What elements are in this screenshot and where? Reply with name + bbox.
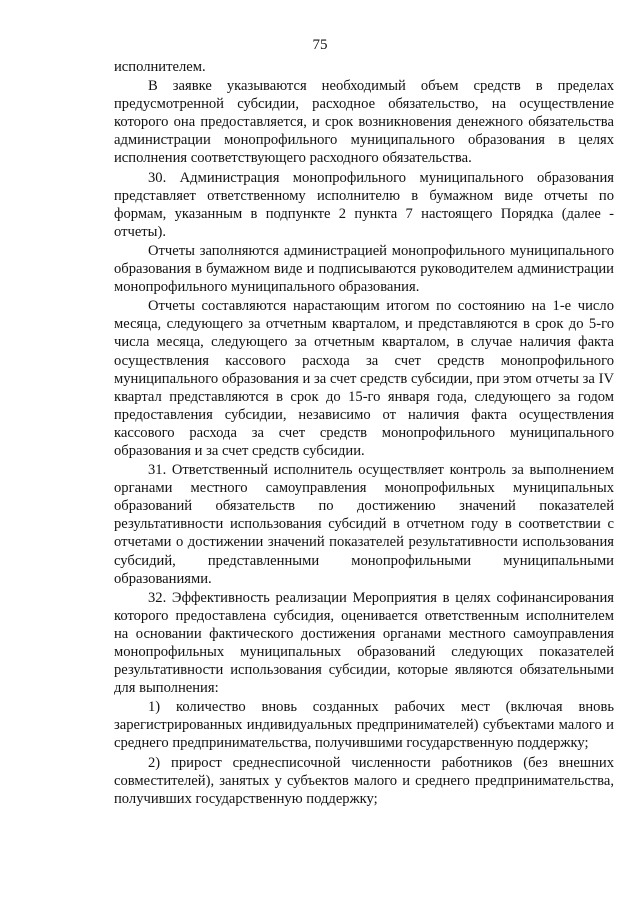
list-item: 2) прирост среднесписочной численности работников (без внешних совместителей), занятых у субъектов малого и среднего предпринимательства, получивших государственную поддержку;: [114, 754, 614, 807]
paragraph: В заявке указываются необходимый объем средств в пределах предусмотренной субсидии, расходное обязательство, на осуществление которого она предоставляется, и срок возникновения денежного обязательства администрации монопрофильного муниципального образования в целях исполнения соответствующего расходного обязательства.: [114, 78, 614, 167]
page-number: 75: [312, 37, 328, 53]
document-body: [114, 58, 614, 808]
paragraph: Отчеты составляются нарастающим итогом по состоянию на 1-е число месяца, следующего за отчетным кварталом, и представляются в срок до 5-го числа месяца, следующего за отчетным кварталом, в случае наличия факта осуществления кассового расхода за счет средств монопрофильного муниципального образования и за счет средств субсидии, при этом отчеты за IV квартал представляются в срок до 15-го января года, следующего за годом предоставления субсидии, независимо от наличия факта осуществления кассового расхода за счет средств монопрофильного муниципального образования и за счет средств субсидии.: [114, 298, 614, 459]
paragraph: 30. Администрация монопрофильного муниципального образования представляет ответственному исполнителю в бумажном виде отчеты по формам, указанным в подпункте 2 пункта 7 настоящего Порядка (далее - отчеты).: [114, 169, 614, 240]
paragraph: 32. Эффективность реализации Мероприятия в целях софинансирования которого предоставлена субсидия, оценивается ответственным исполнителем на основании фактического достижения органами местного самоуправления монопрофильных муниципальных образований следующих показателей результативности использования субсидии, которые являются обязательными для выполнения:: [114, 589, 614, 697]
paragraph: исполнителем.: [114, 59, 206, 75]
paragraph: 31. Ответственный исполнитель осуществляет контроль за выполнением органами местного самоуправления монопрофильных муниципальных образований обязательств по достижению значений показателей результативности использования субсидий в отчетном году в соответствии с отчетами о достижении значений показателей результативности использования субсидий, представленными монопрофильными муниципальными образованиями.: [114, 462, 614, 587]
paragraph: Отчеты заполняются администрацией монопрофильного муниципального образования в бумажном виде и подписываются руководителем администрации монопрофильного муниципального образования.: [114, 242, 614, 296]
list-item: 1) количество вновь созданных рабочих мест (включая вновь зарегистрированных индивидуальных предпринимателей) субъектами малого и среднего предпринимательства, получившими государственную поддержку;: [114, 699, 614, 752]
